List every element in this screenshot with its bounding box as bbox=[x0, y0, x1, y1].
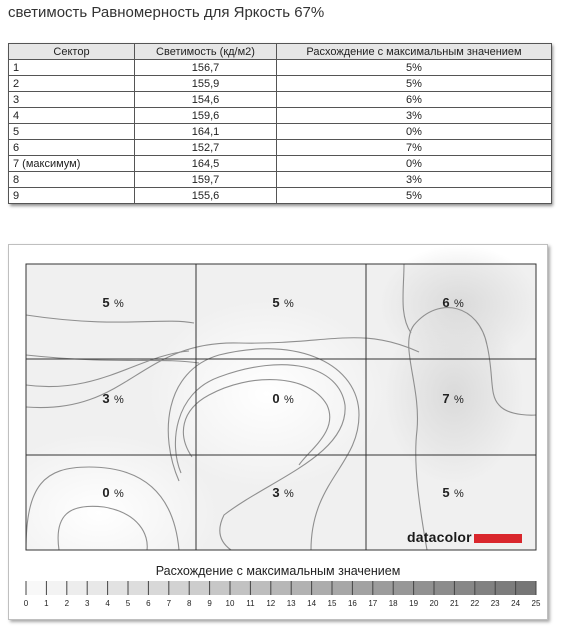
legend-tick-label: 22 bbox=[470, 599, 480, 608]
sector-cell: 2 bbox=[9, 76, 135, 92]
legend-tick-label: 24 bbox=[511, 599, 521, 608]
legend-swatch bbox=[67, 581, 87, 595]
column-header-deviation: Расхождение с максимальным значением bbox=[277, 44, 552, 60]
luminance-table bbox=[8, 43, 551, 204]
datacolor-logo-bar bbox=[474, 534, 522, 543]
uniformity-map-panel bbox=[8, 244, 548, 620]
legend-swatch bbox=[87, 581, 107, 595]
datacolor-logo bbox=[407, 528, 522, 546]
legend-swatch bbox=[516, 581, 536, 595]
page-title: светимость Равномерность для Яркость 67% bbox=[8, 4, 325, 21]
sector-cell: 3 bbox=[9, 92, 135, 108]
legend-swatch bbox=[271, 581, 291, 595]
uniformity-map bbox=[9, 245, 547, 619]
sector-deviation-unit: % bbox=[114, 298, 124, 310]
legend-swatch bbox=[189, 581, 209, 595]
column-header-luminance: Светимость (кд/м2) bbox=[135, 44, 277, 60]
sector-cell: 5 bbox=[9, 124, 135, 140]
legend-swatch bbox=[230, 581, 250, 595]
legend-tick-label: 15 bbox=[327, 599, 337, 608]
legend-tick-label: 20 bbox=[429, 599, 439, 608]
legend-tick-label: 8 bbox=[186, 599, 192, 608]
luminance-cell: 154,6 bbox=[135, 92, 277, 108]
deviation-cell: 0% bbox=[277, 124, 552, 140]
legend-swatch bbox=[393, 581, 413, 595]
legend-tick-label: 4 bbox=[105, 599, 110, 608]
luminance-cell: 152,7 bbox=[135, 140, 277, 156]
legend-tick-label: 2 bbox=[64, 599, 70, 608]
legend-swatch bbox=[250, 581, 270, 595]
deviation-cell: 5% bbox=[277, 76, 552, 92]
table-row bbox=[9, 60, 552, 76]
legend-swatch bbox=[434, 581, 454, 595]
legend-swatch bbox=[210, 581, 230, 595]
legend-tick-label: 0 bbox=[23, 599, 29, 608]
sector-deviation-value: 5 bbox=[272, 295, 280, 310]
legend-tick-label: 14 bbox=[307, 599, 317, 608]
sector-deviation-value: 0 bbox=[102, 485, 110, 500]
sector-cell: 7 (максимум) bbox=[9, 156, 135, 172]
legend-tick-label: 17 bbox=[368, 599, 378, 608]
legend-tick-label: 7 bbox=[166, 599, 172, 608]
sector-deviation-unit: % bbox=[454, 488, 464, 500]
legend-swatch bbox=[373, 581, 393, 595]
legend-tick-label: 6 bbox=[146, 599, 151, 608]
legend-tick-label: 5 bbox=[125, 599, 131, 608]
luminance-cell: 164,1 bbox=[135, 124, 277, 140]
legend-scale bbox=[24, 581, 541, 608]
table-row bbox=[9, 156, 552, 172]
table-row bbox=[9, 188, 552, 204]
sector-cell: 9 bbox=[9, 188, 135, 204]
sector-cell: 4 bbox=[9, 108, 135, 124]
legend-swatch bbox=[26, 581, 46, 595]
table-row bbox=[9, 92, 552, 108]
legend-tick-label: 23 bbox=[490, 599, 500, 608]
legend-swatch bbox=[475, 581, 495, 595]
sector-deviation-unit: % bbox=[114, 394, 124, 406]
sector-deviation-value: 7 bbox=[442, 391, 450, 406]
sector-deviation-value: 0 bbox=[272, 391, 280, 406]
sector-cell: 6 bbox=[9, 140, 135, 156]
column-header-sector: Сектор bbox=[9, 44, 135, 60]
sector-deviation-value: 5 bbox=[102, 295, 110, 310]
sector-deviation-unit: % bbox=[284, 488, 294, 500]
table-row bbox=[9, 172, 552, 188]
legend-tick-label: 11 bbox=[246, 599, 255, 608]
legend-swatch bbox=[148, 581, 168, 595]
sector-cell: 1 bbox=[9, 60, 135, 76]
legend-tick-label: 10 bbox=[225, 599, 235, 608]
legend-swatch bbox=[495, 581, 515, 595]
luminance-cell: 159,7 bbox=[135, 172, 277, 188]
legend-tick-label: 19 bbox=[409, 599, 419, 608]
table-row bbox=[9, 124, 552, 140]
legend-tick-label: 9 bbox=[207, 599, 212, 608]
deviation-cell: 5% bbox=[277, 188, 552, 204]
sector-deviation-value: 6 bbox=[442, 295, 450, 310]
deviation-cell: 0% bbox=[277, 156, 552, 172]
luminance-cell: 159,6 bbox=[135, 108, 277, 124]
sector-deviation-unit: % bbox=[114, 488, 124, 500]
legend-tick-label: 3 bbox=[84, 599, 90, 608]
sector-deviation-value: 5 bbox=[442, 485, 450, 500]
legend-tick-label: 25 bbox=[531, 599, 541, 608]
sector-deviation-value: 3 bbox=[102, 391, 110, 406]
legend-swatch bbox=[291, 581, 311, 595]
legend-tick-label: 18 bbox=[388, 599, 398, 608]
sector-deviation-value: 3 bbox=[272, 485, 280, 500]
table-row bbox=[9, 140, 552, 156]
legend-swatch bbox=[414, 581, 434, 595]
sector-deviation-unit: % bbox=[284, 394, 294, 406]
legend-swatch bbox=[332, 581, 352, 595]
datacolor-logo-text: datacolor bbox=[407, 529, 472, 545]
sector-deviation-unit: % bbox=[454, 298, 464, 310]
sector-deviation-unit: % bbox=[284, 298, 294, 310]
legend-swatch bbox=[352, 581, 372, 595]
deviation-cell: 3% bbox=[277, 172, 552, 188]
deviation-cell: 5% bbox=[277, 60, 552, 76]
sector-cell: 8 bbox=[9, 172, 135, 188]
legend-swatch bbox=[108, 581, 128, 595]
table-header-row bbox=[9, 44, 552, 60]
deviation-cell: 6% bbox=[277, 92, 552, 108]
legend-tick-label: 16 bbox=[347, 599, 357, 608]
luminance-cell: 155,6 bbox=[135, 188, 277, 204]
legend-swatch bbox=[312, 581, 332, 595]
sector-deviation-unit: % bbox=[454, 394, 464, 406]
table-row bbox=[9, 108, 552, 124]
legend-swatch bbox=[169, 581, 189, 595]
deviation-cell: 7% bbox=[277, 140, 552, 156]
legend-swatch bbox=[46, 581, 66, 595]
luminance-cell: 164,5 bbox=[135, 156, 277, 172]
legend-swatch bbox=[454, 581, 474, 595]
legend-tick-label: 12 bbox=[266, 599, 276, 608]
legend-title: Расхождение с максимальным значением bbox=[155, 564, 401, 578]
legend-tick-label: 21 bbox=[449, 599, 459, 608]
deviation-cell: 3% bbox=[277, 108, 552, 124]
table-row bbox=[9, 76, 552, 92]
luminance-cell: 155,9 bbox=[135, 76, 277, 92]
legend-tick-label: 1 bbox=[44, 599, 49, 608]
luminance-cell: 156,7 bbox=[135, 60, 277, 76]
legend-tick-label: 13 bbox=[286, 599, 296, 608]
legend-swatch bbox=[128, 581, 148, 595]
